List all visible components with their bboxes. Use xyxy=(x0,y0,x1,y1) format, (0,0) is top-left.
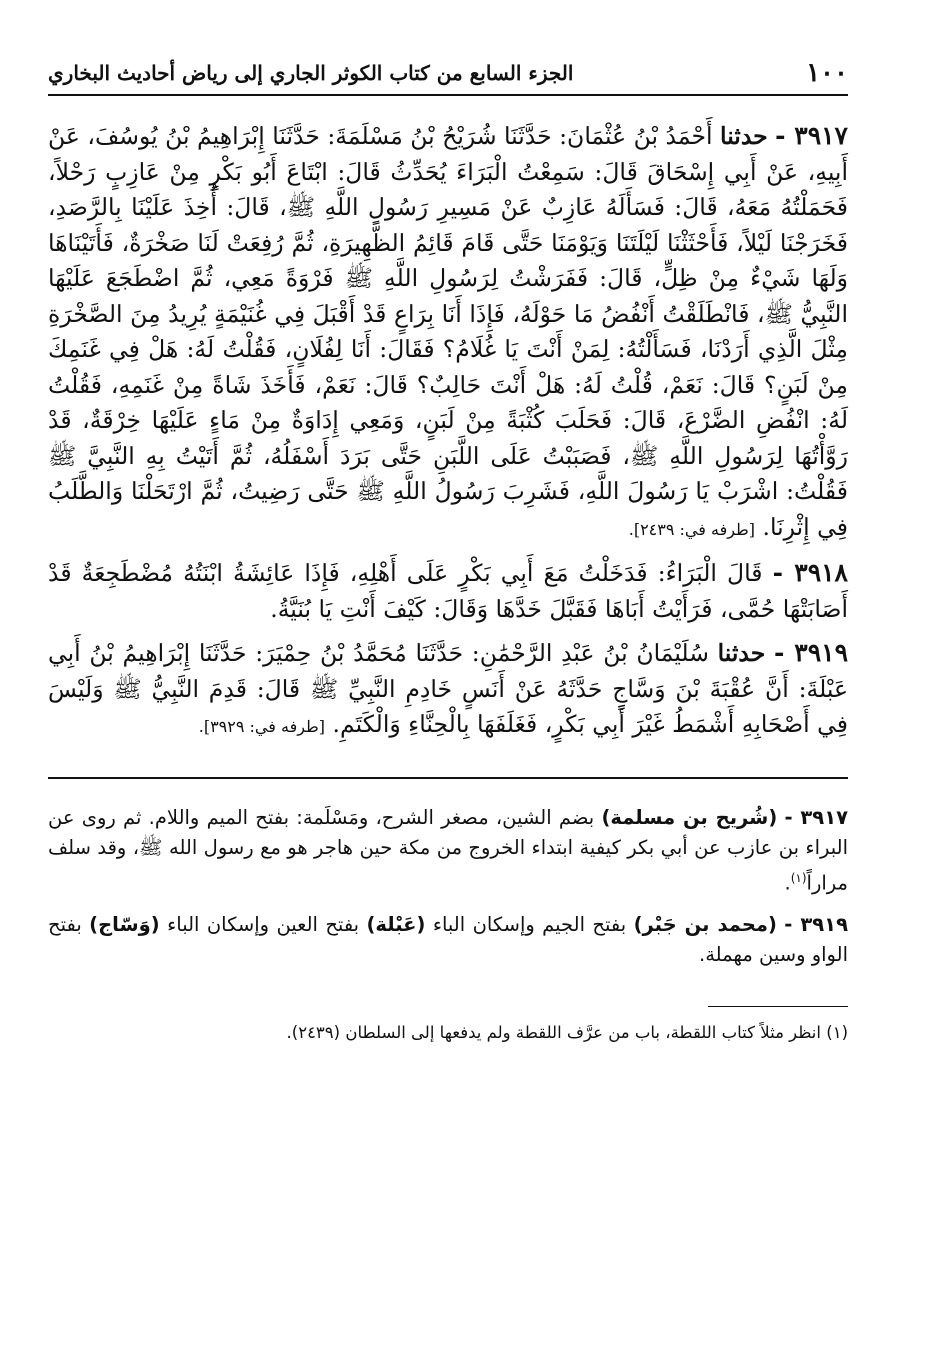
commentary-text: بفتح العين وإسكان الباء xyxy=(167,913,360,936)
hadith-3918 xyxy=(48,555,848,627)
hadith-text xyxy=(48,118,848,745)
hadith-number: ٣٩١٩ - xyxy=(773,638,848,667)
hadith-opening: حدثنا xyxy=(717,639,766,667)
page-number: ١٠٠ xyxy=(806,58,848,88)
commentary-number: ٣٩١٩ - xyxy=(784,913,848,936)
hadith-body: قَالَ الْبَرَاءُ: فَدَخَلْتُ مَعَ أَبِي بَكْرٍ عَلَى أَهْلِهِ، فَإِذَا عَائِشَةُ ابْنَتُهُ مُضْطَجِعَةٌ قَدْ أَصَابَتْهَا حُمَّى، فَرَأَيْتُ أَبَاهَا فَقَبَّلَ خَدَّهَا وَقَالَ: كَيْفَ أَنْتِ يَا بُنَيَّةُ. xyxy=(48,559,848,623)
commentary-text: بفتح الواو وسين مهملة. xyxy=(48,913,848,966)
commentary-3917: ٣٩١٧ - (شُريح بن مسلمة) بضم الشين، مصغر الشرح، ومَسْلَمة: بفتح الميم واللام. ثم روى عن البراء بن عازب عن أبي بكر كيفية ابتداء الخروج من مكة حين هاجر هو مع رسول الله ﷺ، وقد سلف مراراً$^{(١)}$. xyxy=(48,805,849,894)
commentary-term: (عَبْلة) xyxy=(366,913,426,936)
footnote-text: انظر مثلاً كتاب اللقطة، باب من عرَّف اللقطة ولم يدفعها إلى السلطان (٢٤٣٩). xyxy=(286,1023,821,1042)
commentary-text: بفتح الجيم وإسكان الباء xyxy=(432,913,627,936)
footnote-marker: (١) xyxy=(826,1023,848,1042)
commentary-term: (وَسّاج) xyxy=(89,913,160,936)
commentary-number: ٣٩١٧ - xyxy=(784,805,849,829)
commentary-section xyxy=(48,803,848,971)
running-header xyxy=(48,52,848,96)
footnote-ref[interactable]: (١) xyxy=(790,870,807,885)
hadith-body: سُلَيْمَانُ بْنُ عَبْدِ الرَّحْمَٰنِ: حَدَّثَنَا مُحَمَّدُ بْنُ حِمْيَرَ: حَدَّثَنَا إِبْرَاهِيمُ بْنُ أَبِي عَبْلَةَ: أَنَّ عُقْبَةَ بْنَ وَسَّاجٍ حَدَّثَهُ عَنْ أَنَسٍ خَادِمِ النَّبِيِّ ﷺ قَالَ: قَدِمَ النَّبِيُّ ﷺ وَلَيْسَ فِي أَصْحَابِهِ أَشْمَطُ غَيْرَ أَبِي بَكْرٍ، فَغَلَفَهَا بِالْحِنَّاءِ وَالْكَتَمِ. xyxy=(48,639,848,738)
hadith-number: ٣٩١٧ - xyxy=(775,121,848,150)
hadith-opening: حدثنا xyxy=(720,122,768,150)
cross-reference: [طرفه في: ٢٤٣٩]. xyxy=(628,519,756,539)
hadith-number: ٣٩١٨ - xyxy=(772,558,848,587)
hadith-3919 xyxy=(48,635,848,745)
hadith-body: أَحْمَدُ بْنُ عُثْمَانَ: حَدَّثَنَا شُرَيْحُ بْنُ مَسْلَمَةَ: حَدَّثَنَا إِبْرَاهِيمُ بْنُ يُوسُفَ، عَنْ أَبِيهِ، عَنْ أَبِي إِسْحَاقَ قَالَ: سَمِعْتُ الْبَرَاءَ يُحَدِّثُ قَالَ: ابْتَاعَ أَبُو بَكْرٍ مِنْ عَازِبٍ رَحْلاً، فَحَمَلْتُهُ مَعَهُ، قَالَ: فَسَأَلَهُ عَازِبٌ عَنْ مَسِيرِ رَسُولِ اللَّهِ ﷺ، قَالَ: أُخِذَ عَلَيْنَا بِالرَّصَدِ، فَخَرَجْنَا لَيْلاً، فَأَحْثَثْنَا لَيْلَتَنَا وَيَوْمَنَا حَتَّى قَامَ قَائِمُ الظَّهِيرَةِ، ثُمَّ رُفِعَتْ لَنَا صَخْرَةٌ، فَأَتَيْنَاهَا وَلَهَا شَيْءٌ مِنْ ظِلٍّ، قَالَ: فَفَرَشْتُ لِرَسُولِ اللَّهِ ﷺ فَرْوَةً مَعِي، ثُمَّ اضْطَجَعَ عَلَيْهَا النَّبِيُّ ﷺ، فَانْطَلَقْتُ أَنْفُضُ مَا حَوْلَهُ، فَإِذَا أَنَا بِرَاعٍ قَدْ أَقْبَلَ فِي غُنَيْمَةٍ يُرِيدُ مِنَ الصَّخْرَةِ مِثْلَ الَّذِي أَرَدْنَا، فَسَأَلْتُهُ: لِمَنْ أَنْتَ يَا غُلَامُ؟ فَقَالَ: أَنَا لِفُلَانٍ، فَقُلْتُ لَهُ: هَلْ فِي غَنَمِكَ مِنْ لَبَنٍ؟ قَالَ: نَعَمْ، قُلْتُ لَهُ: هَلْ أَنْتَ حَالِبٌ؟ قَالَ: نَعَمْ، فَأَخَذَ شَاةً مِنْ غَنَمِهِ، فَقُلْتُ لَهُ: انْفُضِ الضَّرْعَ، قَالَ: فَحَلَبَ كُثْبَةً مِنْ لَبَنٍ، وَمَعِي إِدَاوَةٌ مِنْ مَاءٍ عَلَيْهَا خِرْقَةٌ، قَدْ رَوَّأْتُهَا لِرَسُولِ اللَّهِ ﷺ، فَصَبَبْتُ عَلَى اللَّبَنِ حَتَّى بَرَدَ أَسْفَلُهُ، ثُمَّ أَتَيْتُ بِهِ النَّبِيَّ ﷺ فَقُلْتُ: اشْرَبْ يَا رَسُولَ اللَّهِ، فَشَرِبَ رَسُولُ اللَّهِ ﷺ حَتَّى رَضِيتُ، ثُمَّ ارْتَحَلْنَا وَالطَّلَبُ فِي إِثْرِنَا. xyxy=(48,122,848,541)
running-title: الجزء السابع من كتاب الكوثر الجاري إلى رياض أحاديث البخاري xyxy=(48,61,574,85)
footnote xyxy=(48,1021,848,1045)
section-divider xyxy=(48,777,848,779)
commentary-term: (محمد بن جَبْر) xyxy=(633,913,777,936)
commentary-term: (شُريح بن مسلمة) xyxy=(601,805,778,829)
hadith-3917 xyxy=(48,118,848,547)
cross-reference: [طرفه في: ٣٩٢٩]. xyxy=(198,717,326,736)
commentary-3919 xyxy=(48,910,848,970)
book-page xyxy=(48,52,848,1045)
footnote-divider xyxy=(708,1006,848,1007)
commentary-text: بضم الشين، مصغر الشرح، ومَسْلَمة: بفتح الميم واللام. ثم روى عن البراء بن عازب عن أبي بكر كيفية ابتداء الخروج من مكة حين هاجر هو مع رسول الله ﷺ، وقد سلف مراراً xyxy=(48,805,848,894)
